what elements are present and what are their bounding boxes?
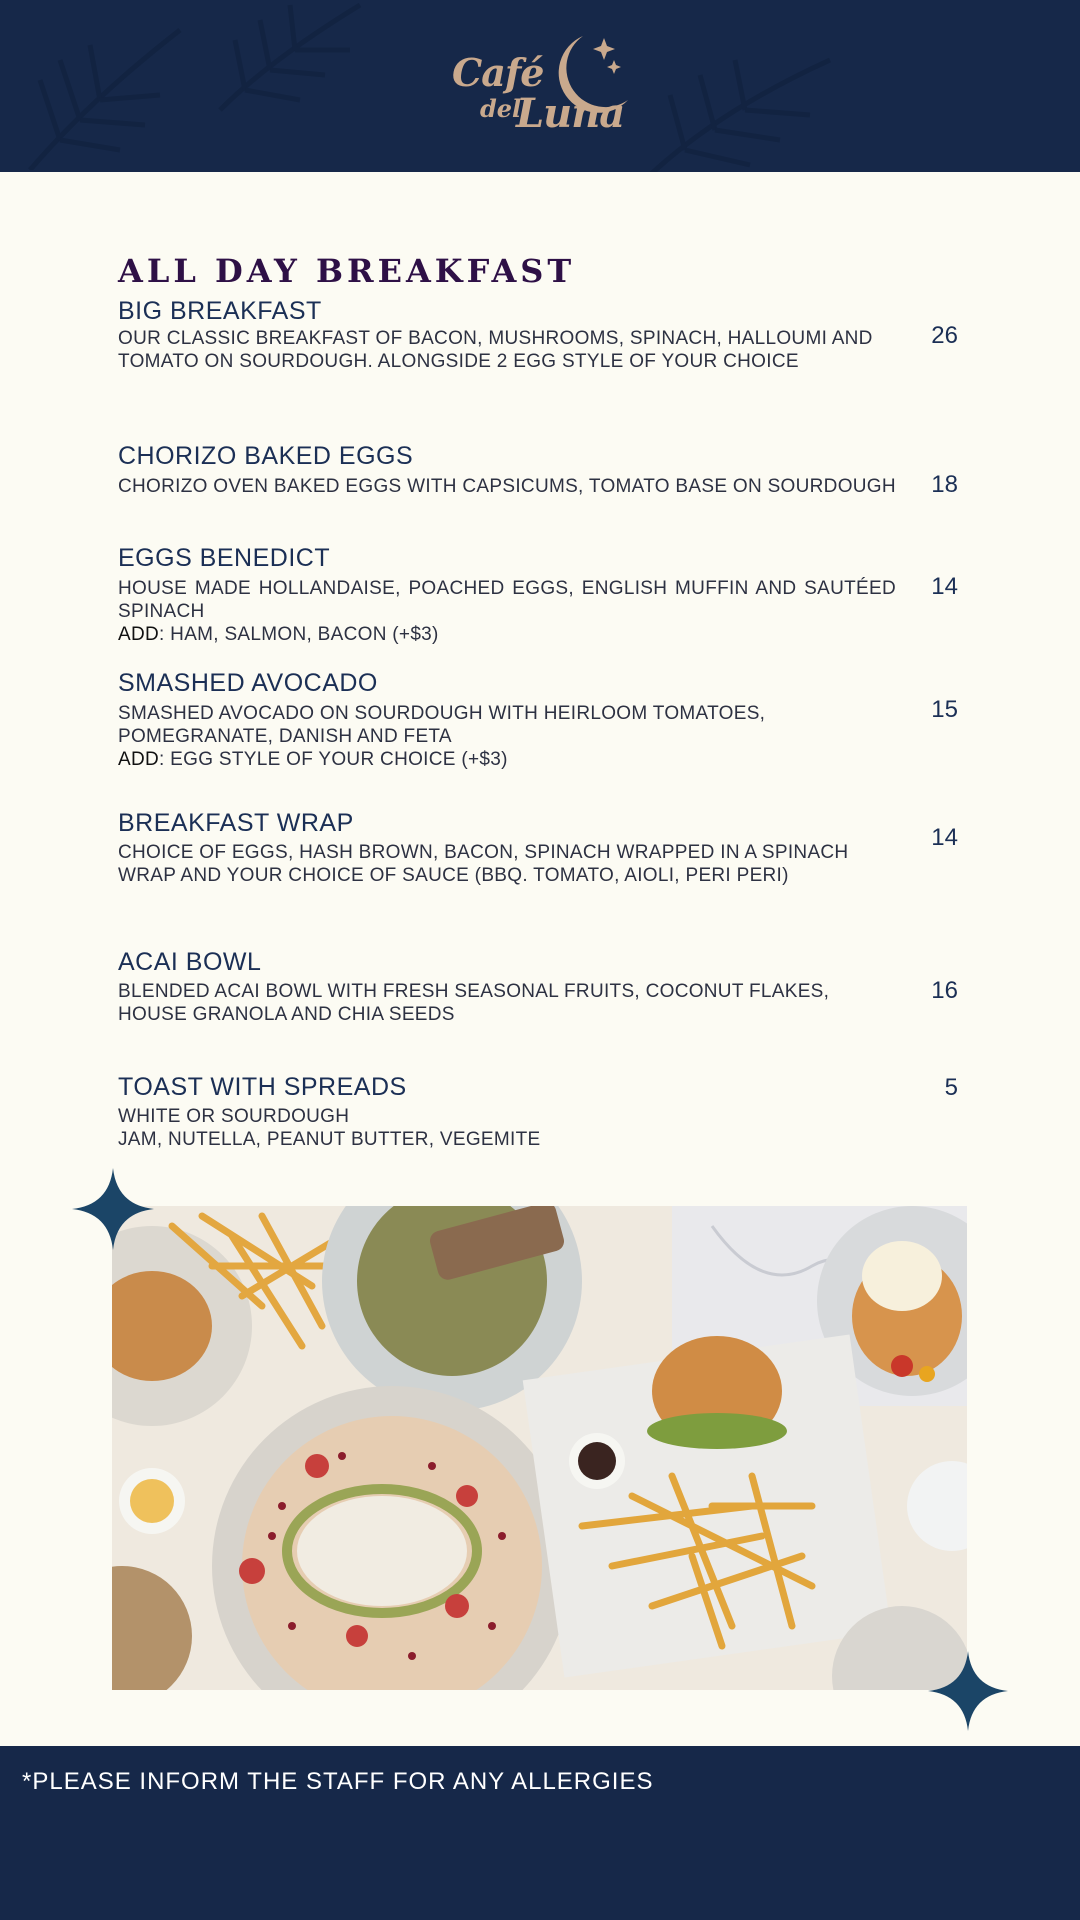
add-text: : HAM, SALMON, BACON (+$3): [159, 624, 439, 645]
add-label: ADD: [118, 749, 160, 770]
menu-item-name: TOAST WITH SPREADS: [118, 1073, 407, 1101]
sparkle-star-icon: [72, 1168, 154, 1250]
logo-text-cafe: Café: [452, 50, 544, 95]
menu-item-price: 18: [931, 471, 958, 498]
menu-item-price: 26: [931, 322, 958, 349]
menu-item-name: CHORIZO BAKED EGGS: [118, 442, 414, 470]
menu-item: [118, 441, 958, 498]
logo-text-luna: Luna: [516, 90, 625, 137]
menu-item-add-on: [118, 748, 958, 771]
menu-item: [118, 1072, 958, 1151]
menu-item: [118, 543, 958, 646]
menu-item-description: BLENDED ACAI BOWL WITH FRESH SEASONAL FRUITS, COCONUT FLAKES, HOUSE GRANOLA AND CHIA SEEDS: [118, 981, 830, 1025]
menu-item-name: EGGS BENEDICT: [118, 544, 331, 572]
allergy-note: *PLEASE INFORM THE STAFF FOR ANY ALLERGIES: [22, 1768, 654, 1795]
menu-item: [118, 296, 958, 373]
palm-leaf-icon: [210, 0, 370, 120]
menu-item-price: 5: [944, 1074, 958, 1101]
food-photo: [112, 1206, 967, 1690]
menu-item: [118, 808, 958, 887]
menu-item-price: 14: [931, 573, 958, 600]
footer-banner: [0, 1746, 1080, 1920]
menu-item-description: OUR CLASSIC BREAKFAST OF BACON, MUSHROOMS, SPINACH, HALLOUMI AND TOMATO ON SOURDOUGH. ALONGSIDE 2 EGG STYLE OF YOUR CHOICE: [118, 328, 873, 372]
header-banner: [0, 0, 1080, 172]
menu-item-name: BREAKFAST WRAP: [118, 809, 354, 837]
logo-text-del: del: [480, 94, 522, 123]
menu-item-name: BIG BREAKFAST: [118, 297, 322, 325]
menu-item-name: SMASHED AVOCADO: [118, 669, 378, 697]
menu-item-description: HOUSE MADE HOLLANDAISE, POACHED EGGS, ENGLISH MUFFIN AND SAUTÉED SPINACH: [118, 578, 896, 622]
add-label: ADD: [118, 624, 160, 645]
menu-item-price: 16: [931, 977, 958, 1004]
menu-item-description: CHOICE OF EGGS, HASH BROWN, BACON, SPINACH WRAPPED IN A SPINACH WRAP AND YOUR CHOICE OF SAUCE (BBQ. TOMATO, AIOLI, PERI PERI): [118, 842, 849, 886]
menu-item-add-on: [118, 623, 958, 646]
menu-item-description-line: JAM, NUTELLA, PEANUT BUTTER, VEGEMITE: [118, 1129, 541, 1150]
menu-item: [118, 668, 958, 771]
sparkle-star-icon: [928, 1651, 1008, 1731]
food-photo-illustration: [112, 1206, 967, 1690]
menu-item-description: SMASHED AVOCADO ON SOURDOUGH WITH HEIRLOOM TOMATOES, POMEGRANATE, DANISH AND FETA: [118, 703, 766, 747]
menu-item-description-line: WHITE OR SOURDOUGH: [118, 1106, 350, 1127]
menu-item-price: 14: [931, 824, 958, 851]
palm-leaf-icon: [640, 40, 840, 172]
menu-item-description: CHORIZO OVEN BAKED EGGS WITH CAPSICUMS, TOMATO BASE ON SOURDOUGH: [118, 476, 896, 497]
add-text: : EGG STYLE OF YOUR CHOICE (+$3): [159, 749, 508, 770]
section-title: ALL DAY BREAKFAST: [118, 252, 576, 290]
menu-item-description: [118, 1105, 896, 1151]
menu-item-name: ACAI BOWL: [118, 948, 262, 976]
cafe-del-luna-logo: [440, 30, 640, 150]
menu-item-price: 15: [931, 696, 958, 723]
menu-item: [118, 947, 958, 1026]
palm-leaf-icon: [20, 20, 190, 170]
